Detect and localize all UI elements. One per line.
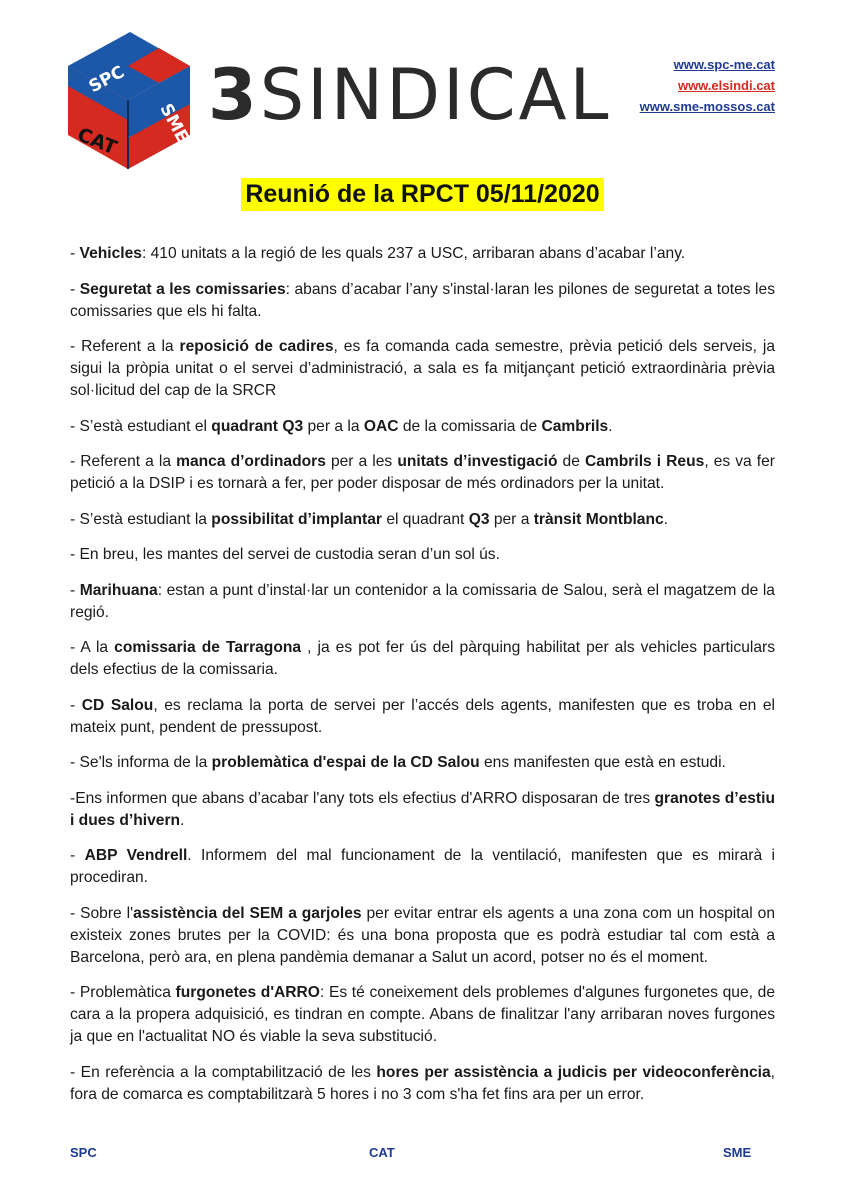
footer-cat: CAT: [369, 1145, 395, 1160]
bold-text: furgonetes d'ARRO: [175, 984, 320, 1001]
text-run: , es reclama la porta de servei per l’accés dels agents, manifesten que es troba en el mateix punt, pendent de pressupost.: [70, 696, 775, 736]
text-run: -: [70, 245, 80, 262]
bold-text: hores per assistència a judicis per videoconferència: [376, 1063, 771, 1081]
bold-text: OAC: [363, 417, 399, 435]
cube-label-sme: SME: [155, 100, 193, 146]
bold-text: unitats d’investigació: [397, 453, 558, 470]
text-run: : Es té coneixement dels problemes d'algunes furgonetes que, de cara a la propera adquisició, es tindran en compte. Abans de finalitzar l'any arribaran noves furgones ja que en l'actualitat NO és viable la seva substitució.: [70, 984, 775, 1045]
text-run: de: [557, 453, 585, 470]
text-run: , fora de comarca es comptabilitzarà 5 hores i no 3 com s'ha fet fins ara per un error.: [70, 1063, 775, 1103]
bold-text: ABP Vendrell: [84, 847, 188, 864]
minutes-item: [70, 788, 775, 832]
text-run: .: [608, 417, 613, 435]
minutes-item: [70, 637, 775, 681]
text-run: -: [70, 696, 82, 714]
cube-label-spc: SPC: [85, 62, 128, 98]
sindical-cube-logo: [64, 28, 194, 173]
minutes-item: [70, 982, 775, 1048]
minutes-item: [70, 903, 775, 969]
text-run: -: [70, 847, 85, 864]
text-run: : abans d’acabar l’any s'instal·laran les pilones de seguretat a totes les comissaries que els hi falta.: [70, 280, 775, 320]
minutes-item: [70, 336, 775, 402]
text-run: el quadrant: [381, 510, 469, 528]
text-run: - Sobre l': [70, 904, 134, 922]
text-run: - Referent a la: [70, 338, 180, 355]
bold-text: possibilitat d’implantar: [211, 510, 382, 528]
minutes-item: [70, 695, 775, 739]
footer-spc: SPC: [70, 1145, 97, 1160]
text-run: - Referent a la: [70, 453, 177, 470]
minutes-item: [70, 752, 775, 774]
bold-text: manca d’ordinadors: [176, 453, 326, 470]
bold-text: Marihuana: [79, 581, 158, 599]
bold-text: trànsit Montblanc: [533, 510, 664, 528]
text-run: - S’està estudiant el: [70, 417, 212, 435]
text-run: per a les: [325, 453, 398, 470]
text-run: - A la: [70, 639, 115, 656]
minutes-item: [70, 243, 775, 265]
bold-text: Vehicles: [79, 245, 142, 262]
text-run: , es fa comanda cada semestre, prèvia petició dels serveis, ja sigui la pròpia unitat o el servei d’administració, a sala es fa mitjançant petició extraordinària prèvia sol·licitud del cap de la SRCR: [70, 338, 775, 399]
text-run: per a la: [303, 417, 364, 435]
website-link[interactable]: www.spc-me.cat: [673, 57, 775, 72]
document-header: [0, 0, 845, 180]
document-title: Reunió de la RPCT 05/11/2020: [241, 178, 603, 211]
text-run: - En breu, les mantes del servei de custodia seran d’un sol ús.: [70, 546, 500, 563]
website-links: [640, 54, 775, 117]
text-run: - Problemàtica: [70, 984, 176, 1001]
title-container: [0, 178, 845, 211]
bold-text: quadrant Q3: [211, 417, 304, 435]
document-footer: [0, 1145, 845, 1165]
minutes-item: [70, 451, 775, 495]
bold-text: Cambrils: [541, 417, 609, 435]
brand-wordmark: [208, 54, 612, 136]
text-run: ens manifesten que està en estudi.: [479, 754, 726, 771]
brand-digit: 3: [208, 54, 260, 136]
cube-label-cat: CAT: [74, 123, 120, 160]
footer-sme: SME: [723, 1145, 752, 1160]
brand-word: SINDICAL: [259, 54, 612, 136]
text-run: - En referència a la comptabilització de les: [70, 1063, 377, 1081]
bold-text: assistència del SEM a garjoles: [133, 904, 362, 922]
bold-text: comissaria de Tarragona: [114, 639, 302, 656]
text-run: .: [663, 510, 669, 528]
text-run: .: [180, 811, 185, 829]
text-run: -Ens informen que abans d’acabar l'any tots els efectius d'ARRO disposaran de tres: [70, 789, 655, 807]
text-run: de la comissaria de: [398, 417, 542, 435]
minutes-item: [70, 509, 775, 531]
minutes-item: [70, 279, 775, 323]
minutes-item: [70, 1062, 775, 1106]
text-run: - S’està estudiant la: [70, 510, 212, 528]
text-run: per evitar entrar els agents a una zona com un hospital on existeix zones brutes per la COVID: és una bona proposta que es podrà estudiar tal com està a Barcelona, però ara, en plena pandèmia demanar a Salut un acord, potser no és el moment.: [70, 904, 775, 966]
minutes-item: [70, 580, 775, 624]
document-body: [70, 243, 775, 1119]
minutes-item: [70, 416, 775, 438]
text-run: , ja es pot fer ús del pàrquing habilitat per als vehicles particulars dels efectius de la comissaria.: [70, 639, 775, 678]
minutes-item: [70, 544, 775, 566]
bold-text: problemàtica d'espai de la CD Salou: [211, 754, 480, 771]
text-run: : 410 unitats a la regió de les quals 237 a USC, arribaran abans d’acabar l’any.: [141, 245, 686, 262]
text-run: , es va fer petició a la DSIP i es tornarà a fer, per poder disposar de més ordinadors per la unitat.: [70, 453, 775, 492]
bold-text: Q3: [468, 510, 490, 528]
text-run: - Se'ls informa de la: [70, 754, 212, 771]
bold-text: reposició de cadires: [179, 338, 334, 355]
text-run: -: [70, 280, 80, 298]
text-run: -: [70, 581, 80, 599]
text-run: . Informem del mal funcionament de la ventilació, manifesten que es mirarà i procediran.: [70, 847, 775, 886]
bold-text: granotes d’estiu i dues d’hivern: [70, 789, 775, 829]
text-run: : estan a punt d’instal·lar un contenidor a la comissaria de Salou, serà el magatzem de la regió.: [70, 581, 775, 621]
bold-text: Cambrils i Reus: [584, 453, 705, 470]
bold-text: Seguretat a les comissaries: [79, 280, 286, 298]
minutes-item: [70, 845, 775, 889]
text-run: per a: [489, 510, 534, 528]
website-link[interactable]: www.sme-mossos.cat: [639, 99, 775, 114]
bold-text: CD Salou: [81, 696, 154, 714]
website-link[interactable]: www.elsindi.cat: [677, 78, 775, 93]
